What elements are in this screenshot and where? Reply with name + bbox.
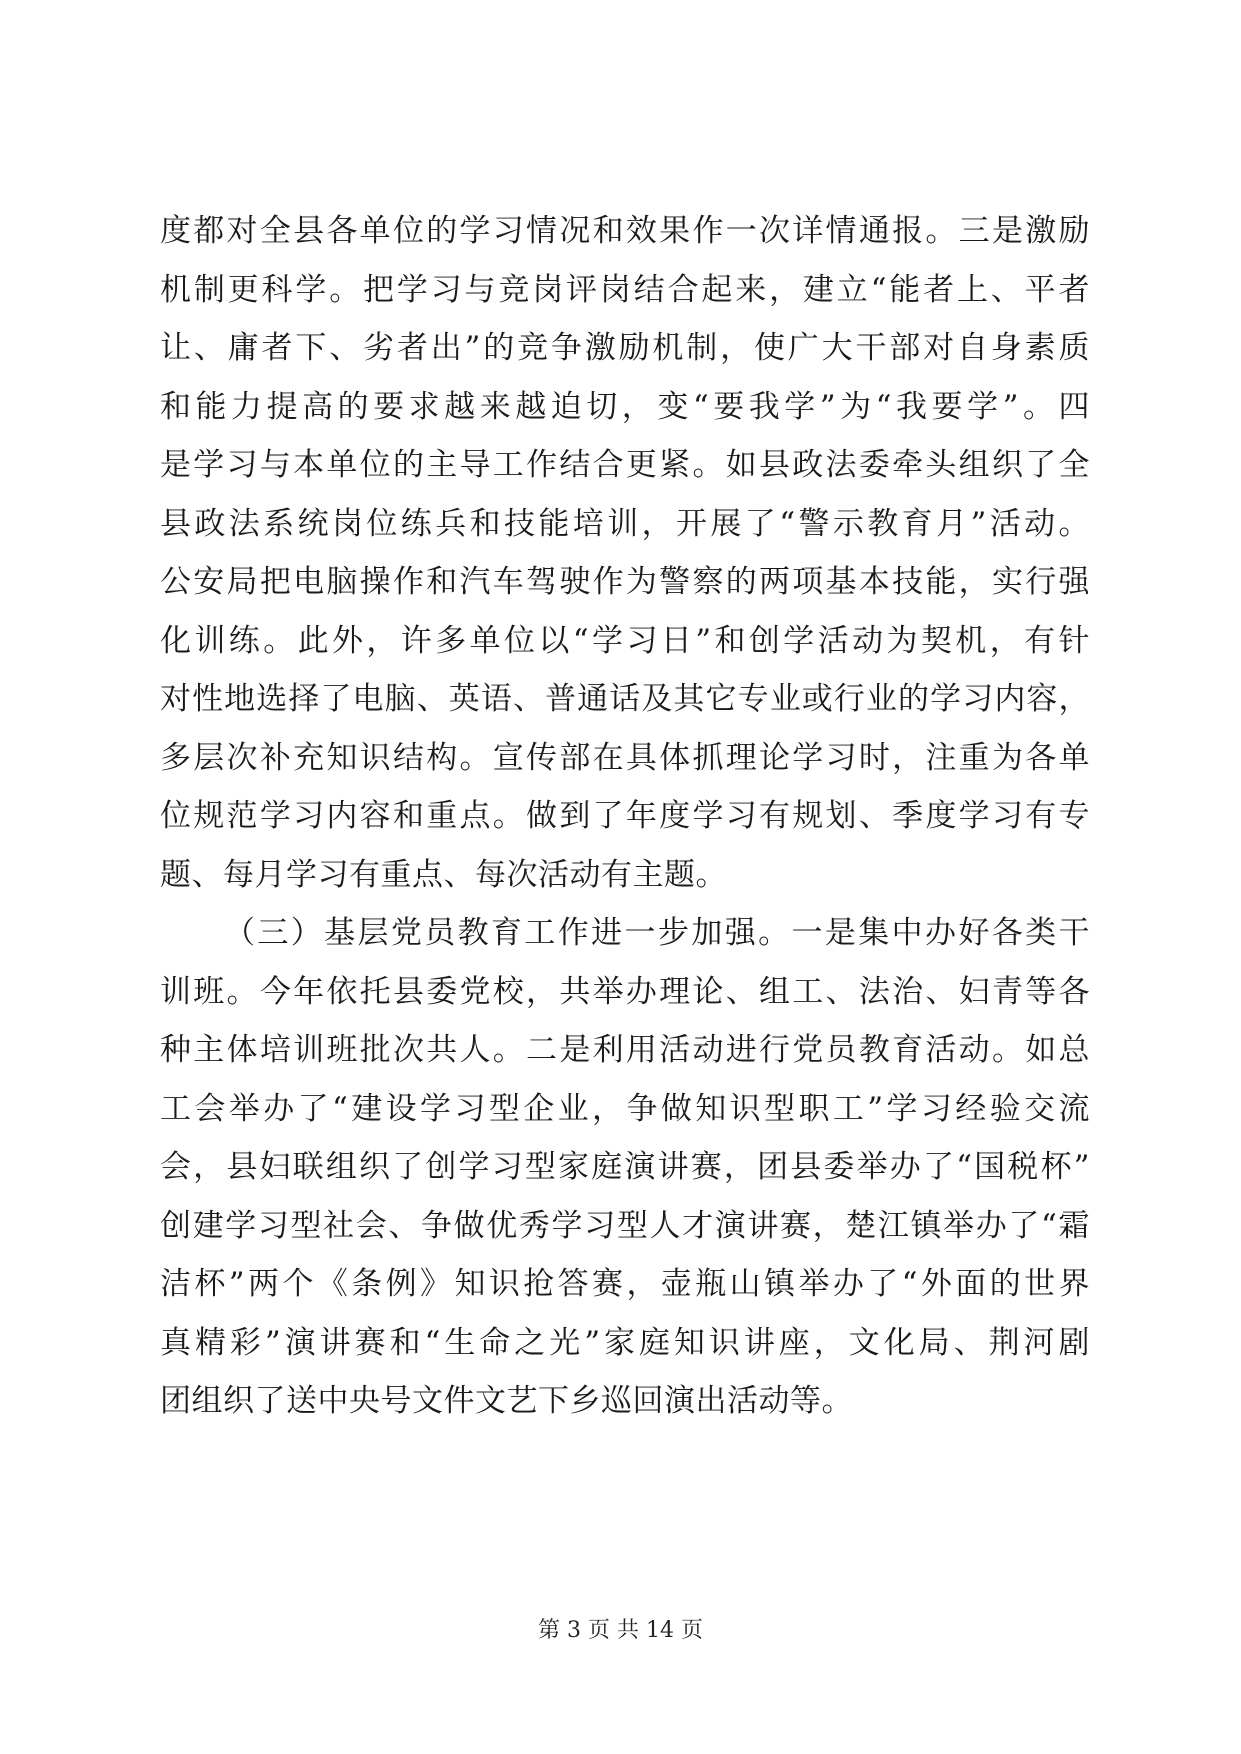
- section-heading-line: （三）基层党员教育工作进一步加强。一是集中办好各类干: [224, 915, 1090, 951]
- text-line: 真精彩”演讲赛和“生命之光”家庭知识讲座，文化局、荆河剧: [160, 1324, 1090, 1361]
- text-line: 会，县妇联组织了创学习型家庭演讲赛，团县委举办了“国税杯”: [160, 1149, 1090, 1185]
- text-line: 对性地选择了电脑、英语、普通话及其它专业或行业的学习内容，: [160, 681, 1090, 717]
- text-line: 创建学习型社会、争做优秀学习型人才演讲赛，楚江镇举办了“霜: [160, 1207, 1090, 1244]
- page-number-footer: 第 3 页 共 14 页: [538, 1618, 703, 1643]
- text-line: 团组织了送中央号文件文艺下乡巡回演出活动等。: [160, 1383, 853, 1419]
- text-line: 题、每月学习有重点、每次活动有主题。: [160, 856, 727, 893]
- text-line: 工会举办了“建设学习型企业，争做知识型职工”学习经验交流: [160, 1090, 1090, 1127]
- text-line: 县政法系统岗位练兵和技能培训，开展了“警示教育月”活动。: [160, 505, 1090, 542]
- text-line: 化训练。此外，许多单位以“学习日”和创学活动为契机，有针: [160, 622, 1090, 659]
- text-line: 多层次补充知识结构。宣传部在具体抓理论学习时，注重为各单: [160, 739, 1090, 776]
- body-text: [160, 202, 1090, 1431]
- text-line: 和能力提高的要求越来越迫切，变“要我学”为“我要学”。四: [160, 388, 1090, 425]
- text-line: 机制更科学。把学习与竞岗评岗结合起来，建立“能者上、平者: [160, 271, 1090, 308]
- text-line: 种主体培训班批次共人。二是利用活动进行党员教育活动。如总: [160, 1032, 1090, 1068]
- text-line: 训班。今年依托县委党校，共举办理论、组工、法治、妇青等各: [160, 973, 1090, 1010]
- text-line: 洁杯”两个《条例》知识抢答赛，壶瓶山镇举办了“外面的世界: [160, 1266, 1090, 1302]
- text-line: 是学习与本单位的主导工作结合更紧。如县政法委牵头组织了全: [160, 447, 1090, 483]
- text-line: 让、庸者下、劣者出”的竞争激励机制，使广大干部对自身素质: [160, 330, 1090, 366]
- text-line: 度都对全县各单位的学习情况和效果作一次详情通报。三是激励: [160, 213, 1090, 249]
- text-line: 公安局把电脑操作和汽车驾驶作为警察的两项基本技能，实行强: [160, 564, 1090, 600]
- text-line: 位规范学习内容和重点。做到了年度学习有规划、季度学习有专: [160, 798, 1090, 834]
